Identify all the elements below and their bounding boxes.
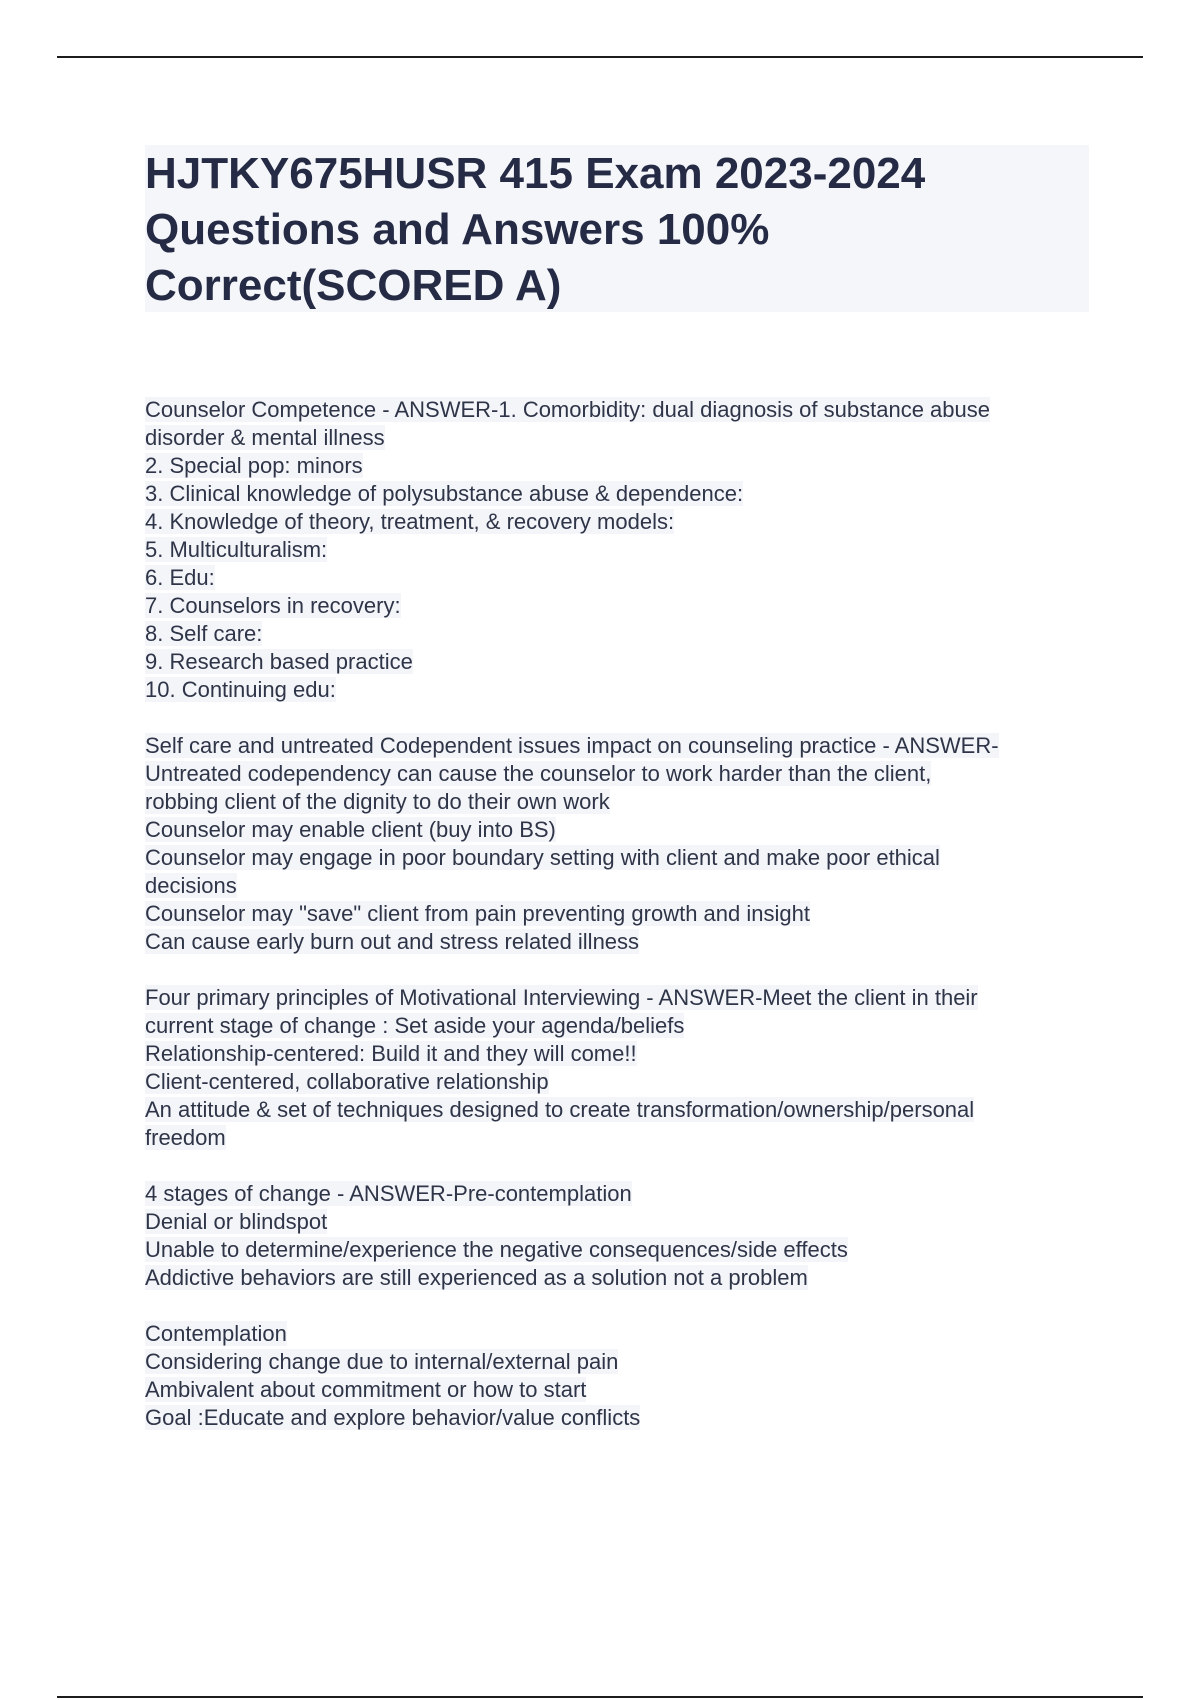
text-line: 8. Self care: xyxy=(145,621,263,646)
text-line: Considering change due to internal/external pain xyxy=(145,1349,619,1374)
text-line: 4. Knowledge of theory, treatment, & recovery models: xyxy=(145,509,675,534)
text-line: Denial or blindspot xyxy=(145,1209,328,1234)
text-line: Four primary principles of Motivational Interviewing - ANSWER-Meet the client in their xyxy=(145,985,978,1010)
text-line: Addictive behaviors are still experienced as a solution not a problem xyxy=(145,1265,808,1290)
qa-block-self-care-codependency xyxy=(145,732,1095,956)
text-line: Counselor may engage in poor boundary setting with client and make poor ethical xyxy=(145,845,940,870)
text-line: Counselor may "save" client from pain preventing growth and insight xyxy=(145,901,810,926)
text-line: 2. Special pop: minors xyxy=(145,453,363,478)
text-line: Contemplation xyxy=(145,1321,287,1346)
text-line: Counselor may enable client (buy into BS) xyxy=(145,817,556,842)
title-line-3: Correct(SCORED A) xyxy=(145,261,562,310)
qa-block-stages-of-change xyxy=(145,1180,1095,1292)
text-line: Goal :Educate and explore behavior/value conflicts xyxy=(145,1405,641,1430)
text-line: Relationship-centered: Build it and they will come!! xyxy=(145,1041,637,1066)
text-line: 5. Multiculturalism: xyxy=(145,537,328,562)
bottom-rule xyxy=(57,1696,1143,1698)
text-line: 4 stages of change - ANSWER-Pre-contemplation xyxy=(145,1181,632,1206)
text-line: An attitude & set of techniques designed to create transformation/ownership/personal xyxy=(145,1097,975,1122)
text-line: disorder & mental illness xyxy=(145,425,385,450)
document-title xyxy=(145,146,1105,314)
text-line: Ambivalent about commitment or how to start xyxy=(145,1377,587,1402)
title-line-2: Questions and Answers 100% xyxy=(145,205,770,254)
text-line: 9. Research based practice xyxy=(145,649,413,674)
text-line: decisions xyxy=(145,873,237,898)
text-line: 3. Clinical knowledge of polysubstance abuse & dependence: xyxy=(145,481,744,506)
qa-block-motivational-interviewing xyxy=(145,984,1095,1152)
text-line: Counselor Competence - ANSWER-1. Comorbidity: dual diagnosis of substance abuse xyxy=(145,397,990,422)
text-line: current stage of change : Set aside your agenda/beliefs xyxy=(145,1013,685,1038)
text-line: 10. Continuing edu: xyxy=(145,677,336,702)
text-line: 6. Edu: xyxy=(145,565,215,590)
text-line: robbing client of the dignity to do their own work xyxy=(145,789,610,814)
text-line: Untreated codependency can cause the counselor to work harder than the client, xyxy=(145,761,932,786)
top-rule xyxy=(57,56,1143,58)
title-line-1: HJTKY675HUSR 415 Exam 2023-2024 xyxy=(145,149,926,198)
text-line: freedom xyxy=(145,1125,226,1150)
qa-block-counselor-competence xyxy=(145,396,1095,704)
text-line: 7. Counselors in recovery: xyxy=(145,593,401,618)
text-line: Self care and untreated Codependent issues impact on counseling practice - ANSWER- xyxy=(145,733,999,758)
text-line: Unable to determine/experience the negative consequences/side effects xyxy=(145,1237,848,1262)
document-body xyxy=(145,396,1095,1460)
text-line: Can cause early burn out and stress related illness xyxy=(145,929,640,954)
text-line: Client-centered, collaborative relationship xyxy=(145,1069,549,1094)
qa-block-contemplation xyxy=(145,1320,1095,1432)
